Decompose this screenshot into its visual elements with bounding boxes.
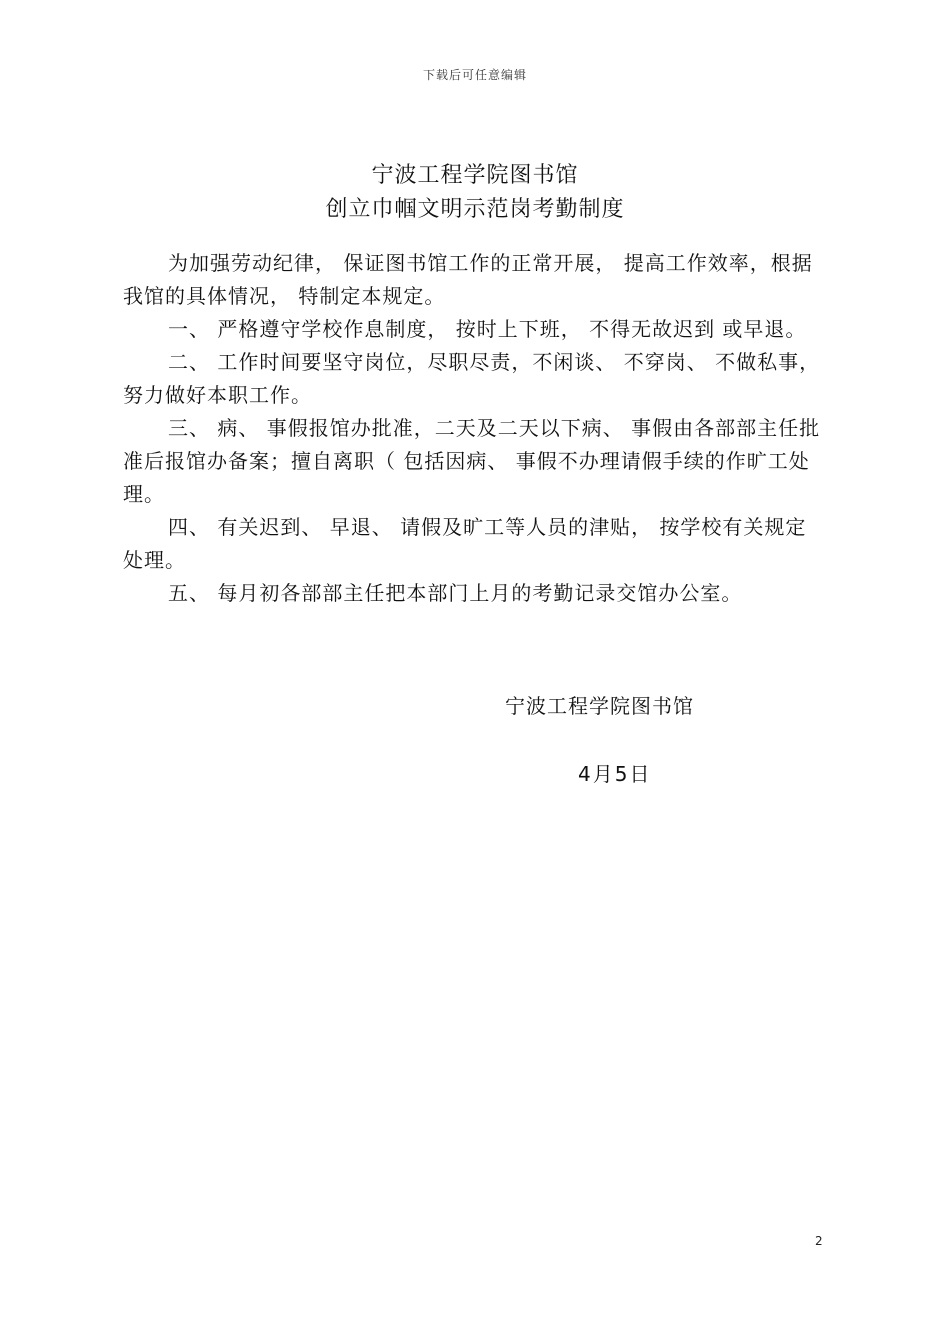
- intro-paragraph: 为加强劳动纪律， 保证图书馆工作的正常开展， 提高工作效率，根据我馆的具体情况， 特制定本规定。: [123, 251, 813, 308]
- header-note: 下载后可任意编辑: [422, 68, 527, 82]
- signature: 宁波工程学院图书馆: [505, 694, 694, 718]
- document-subtitle: 创立巾帼文明示范岗考勤制度: [325, 197, 625, 222]
- document-body: [123, 247, 823, 610]
- date: 4月5日: [578, 762, 652, 786]
- rule-paragraph-2: 二、 工作时间要坚守岗位，尽职尽责，不闲谈、 不穿岗、 不做私事， 努力做好本职工作。: [123, 350, 821, 407]
- page-number: 2: [815, 1234, 823, 1248]
- rule-paragraph-1: 一、 严格遵守学校作息制度， 按时上下班， 不得无故迟到 或早退。: [168, 317, 807, 341]
- rule-paragraph-3: 三、 病、 事假报馆办批准，二天及二天以下病、 事假由各部部主任批准后报馆办备案；擅自离职（ 包括因病、 事假不办理请假手续的作旷工处理。: [123, 416, 821, 506]
- rule-paragraph-4: 四、 有关迟到、 早退、 请假及旷工等人员的津贴， 按学校有关规定处理。: [123, 515, 807, 572]
- document-title: 宁波工程学院图书馆: [371, 163, 579, 188]
- rule-paragraph-5: 五、 每月初各部部主任把本部门上月的考勤记录交馆办公室。: [168, 581, 743, 605]
